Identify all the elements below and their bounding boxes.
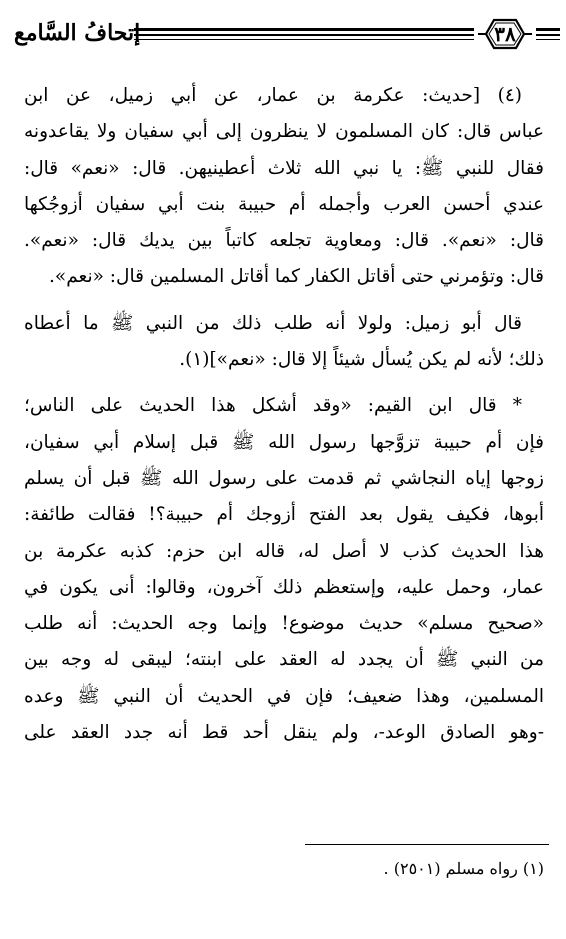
text-line: المسلمين، وهذا ضعيف؛ فإن في الحديث أن النبي ﷺ وعده bbox=[24, 685, 544, 707]
text-line: (٤) [حديث: عكرمة بن عمار، عن أبي زميل، عن ابن bbox=[24, 85, 522, 106]
text-line: قال: وتؤمرني حتى أقاتل الكفار كما أقاتل المسلمين قال: «نعم». bbox=[49, 266, 544, 288]
text-line: قال: «نعم». قال: ومعاوية تجلعه كاتباً بين يديك قال: «نعم». bbox=[24, 230, 544, 252]
footnote-divider bbox=[305, 844, 549, 845]
text-line: * قال ابن القيم: «وقد أشكل هذا الحديث على الناس؛ bbox=[24, 395, 522, 417]
footnote: (١) رواه مسلم (٢٥٠١) . bbox=[383, 859, 544, 878]
text-line: عمار، وحمل عليه، وإستعظم ذلك آخرون، وقالوا: أنى يكون في bbox=[24, 576, 544, 598]
page-header bbox=[14, 10, 554, 62]
body-text bbox=[24, 78, 544, 751]
text-line: عندي أحسن العرب وأجمله أم حبيبة بنت أبي سفيان أزوجُكها bbox=[24, 193, 544, 215]
text-line: فإن أم حبيبة تزوَّجها رسول الله ﷺ قبل إسلام أبي سفيان، bbox=[24, 431, 544, 453]
text-line: زوجها إياه النجاشي ثم قدمت على رسول الله ﷺ قبل أن يسلم bbox=[24, 467, 544, 489]
text-line: عباس قال: كان المسلمون لا ينظرون إلى أبي سفيان ولا يقاعدونه bbox=[24, 121, 544, 143]
text-line: -وهو الصادق الوعد-، ولم ينقل أحد قط أنه جدد العقد على bbox=[24, 722, 544, 744]
text-line: أبوها، فكيف يقول بعد الفتح أزوجك أم حبيبة؟! فقالت طائفة: bbox=[24, 504, 544, 526]
text-line: «صحيح مسلم» حديث موضوع! وإنما وجه الحديث: أنه طلب bbox=[24, 613, 544, 635]
text-line: قال أبو زميل: ولولا أنه طلب ذلك من النبي ﷺ ما أعطاه bbox=[24, 312, 522, 334]
header-ornament-tail bbox=[536, 28, 560, 40]
page-number: ٣٨ bbox=[494, 22, 516, 46]
header-ornament-rules bbox=[134, 28, 474, 40]
text-line: فقال للنبي ﷺ: يا نبي الله ثلاث أعطينيهن. قال: «نعم» قال: bbox=[24, 157, 544, 179]
text-line: من النبي ﷺ أن يجدد له العقد على ابنته؛ ليبقى له وجه بين bbox=[24, 649, 544, 671]
text-line: هذا الحديث كذب لا أصل له، قاله ابن حزم: كذبه عكرمة بن bbox=[24, 540, 544, 562]
text-line: ذلك؛ لأنه لم يكن يُسأل شيئاً إلا قال: «نعم»](١). bbox=[179, 349, 544, 371]
running-title: إتحافُ السَّامع bbox=[14, 20, 141, 46]
page-number-frame bbox=[478, 16, 532, 52]
